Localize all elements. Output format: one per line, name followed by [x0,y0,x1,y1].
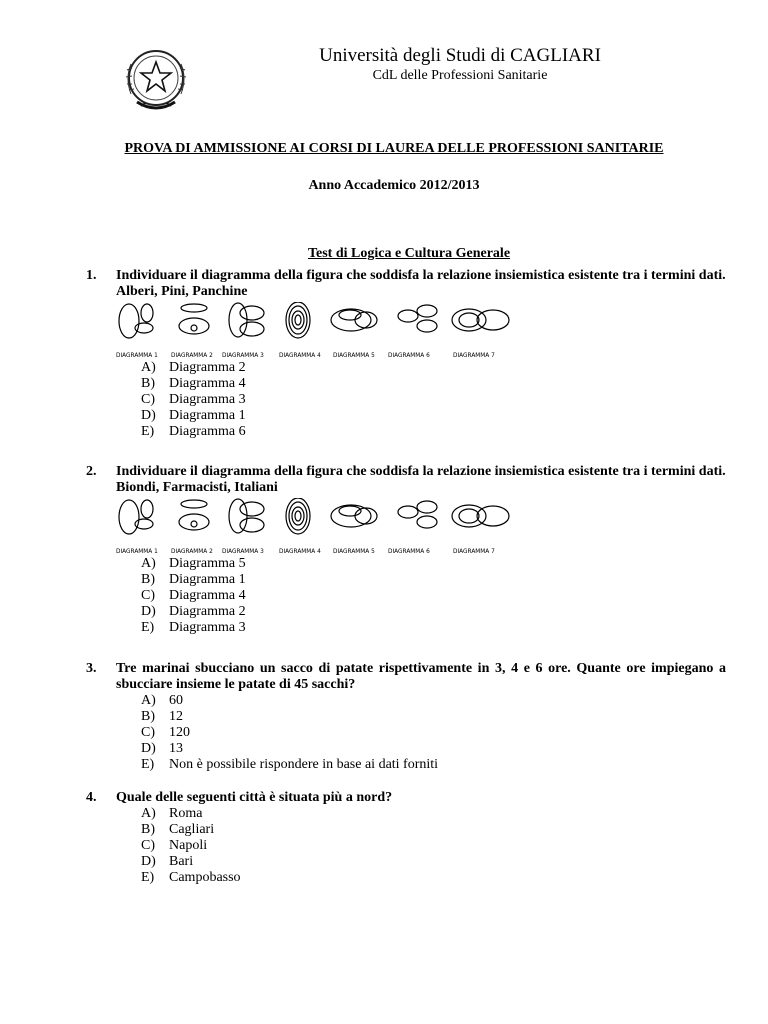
option-letter: A) [141,806,156,821]
diagram-label: DIAGRAMMA 3 [222,549,264,555]
option-letter: A) [141,556,156,571]
answer-option[interactable] [141,838,726,854]
answer-option[interactable] [141,725,726,741]
option-letter: D) [141,741,156,756]
answer-option[interactable] [141,588,726,604]
answer-options [86,806,726,886]
question-text: Individuare il diagramma della figura che soddisfa la relazione insiemistica esistente tra i termini dati. [116,464,726,479]
option-text: Diagramma 3 [169,620,246,635]
question-number: 3. [86,661,97,676]
option-letter: D) [141,854,156,869]
answer-option[interactable] [141,604,726,620]
option-letter: D) [141,408,156,423]
option-letter: E) [141,870,155,885]
option-letter: A) [141,360,156,375]
answer-options [86,693,726,773]
option-letter: C) [141,588,155,603]
option-text: Napoli [169,838,208,853]
option-text: 120 [169,725,190,740]
option-letter: E) [141,620,155,635]
question-terms: Alberi, Pini, Panchine [116,284,248,299]
answer-option[interactable] [141,376,726,392]
option-letter: A) [141,693,156,708]
option-letter: E) [141,424,155,439]
answer-option[interactable] [141,620,726,636]
document-header [240,45,680,84]
answer-option[interactable] [141,360,726,376]
diagram-label: DIAGRAMMA 7 [453,549,495,555]
question-1 [86,268,726,440]
answer-option[interactable] [141,822,726,838]
option-text: 60 [169,693,183,708]
option-letter: B) [141,709,155,724]
diagram-label: DIAGRAMMA 6 [388,353,430,359]
answer-option[interactable] [141,556,726,572]
option-letter: B) [141,822,155,837]
question-text: Individuare il diagramma della figura che soddisfa la relazione insiemistica esistente tra i termini dati. [116,268,726,283]
diagram-label: DIAGRAMMA 1 [116,549,158,555]
question-4 [86,790,726,886]
program-name: CdL delle Professioni Sanitarie [372,68,548,83]
option-text: Bari [169,854,194,869]
diagram-label: DIAGRAMMA 5 [333,353,375,359]
option-text: Diagramma 4 [169,376,246,391]
option-letter: C) [141,838,155,853]
diagram-label: DIAGRAMMA 4 [279,549,321,555]
diagram-label: DIAGRAMMA 3 [222,353,264,359]
option-text: Diagramma 3 [169,392,246,407]
venn-diagrams-figure [116,498,526,556]
question-terms: Biondi, Farmacisti, Italiani [116,480,278,495]
answer-option[interactable] [141,424,726,440]
answer-option[interactable] [141,741,726,757]
academic-year: Anno Accademico 2012/2013 [308,178,480,193]
answer-option[interactable] [141,757,726,773]
question-text: Quale delle seguenti città è situata più a nord? [116,790,393,805]
option-text: Diagramma 5 [169,556,246,571]
question-number: 1. [86,268,97,283]
section-title: Test di Logica e Cultura Generale [307,246,511,261]
option-text: Diagramma 1 [169,408,246,423]
option-letter: C) [141,392,155,407]
option-letter: E) [141,757,155,772]
question-2 [86,464,726,636]
diagram-label: DIAGRAMMA 2 [171,549,213,555]
republic-emblem-icon [119,44,193,116]
exam-title: PROVA DI AMMISSIONE AI CORSI DI LAUREA DELLE PROFESSIONI SANITARIE [124,141,664,156]
option-text: Diagramma 1 [169,572,246,587]
diagram-label: DIAGRAMMA 5 [333,549,375,555]
question-3 [86,661,726,773]
answer-option[interactable] [141,709,726,725]
answer-options [86,556,726,636]
option-text: 13 [169,741,183,756]
venn-diagrams-figure [116,302,526,360]
option-text: Diagramma 2 [169,360,246,375]
option-text: Campobasso [169,870,241,885]
question-number: 4. [86,790,97,805]
answer-option[interactable] [141,870,726,886]
option-text: 12 [169,709,183,724]
answer-option[interactable] [141,392,726,408]
answer-option[interactable] [141,408,726,424]
option-text: Non è possibile rispondere in base ai dati forniti [169,757,439,772]
option-text: Diagramma 6 [169,424,246,439]
question-text: Tre marinai sbucciano un sacco di patate rispettivamente in 3, 4 e 6 ore. Quante ore impiegano a sbucciare insieme le patate di 45 sacchi? [116,661,726,692]
answer-option[interactable] [141,854,726,870]
answer-option[interactable] [141,806,726,822]
university-name: Università degli Studi di CAGLIARI [319,45,601,66]
option-text: Diagramma 2 [169,604,246,619]
option-letter: C) [141,725,155,740]
answer-option[interactable] [141,693,726,709]
answer-options [86,360,726,440]
option-text: Cagliari [169,822,215,837]
diagram-label: DIAGRAMMA 2 [171,353,213,359]
diagram-label: DIAGRAMMA 7 [453,353,495,359]
option-text: Diagramma 4 [169,588,246,603]
option-text: Roma [169,806,203,821]
diagram-label: DIAGRAMMA 6 [388,549,430,555]
diagram-label: DIAGRAMMA 1 [116,353,158,359]
diagram-label: DIAGRAMMA 4 [279,353,321,359]
option-letter: B) [141,572,155,587]
question-number: 2. [86,464,97,479]
option-letter: D) [141,604,156,619]
option-letter: B) [141,376,155,391]
answer-option[interactable] [141,572,726,588]
